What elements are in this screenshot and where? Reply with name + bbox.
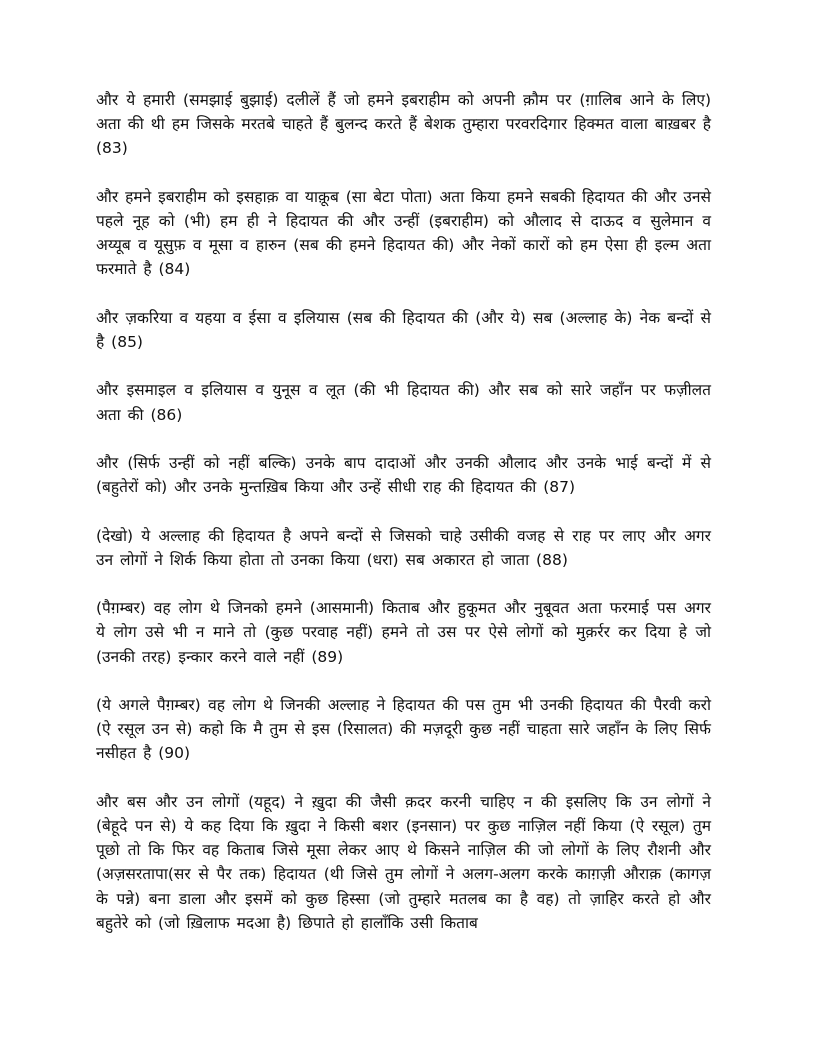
verse-83-paragraph: और ये हमारी (समझाई बुझाई) दलीलें हैं जो हमने इबराहीम को अपनी क़ौम पर (ग़ालिब आने के लिए) अता की थी हम जिसके मरतबे चाहते हैं बुलन्द करते हैं बेशक तुम्हारा परवरदिगार हिक्मत वाला बाख़बर है (83): [96, 91, 711, 158]
verse-90-paragraph: (ये अगले पैग़म्बर) वह लोग थे जिनकी अल्लाह ने हिदायत की पस तुम भी उनकी हिदायत की पैरवी करो (ऐ रसूल उन से) कहो कि मै तुम से इस (रिसालत) की मज़दूरी कुछ नहीं चाहता सारे जहाँन के लिए सिर्फ नसीहत है (90): [96, 695, 711, 763]
verse-91-paragraph: और बस और उन लोगों (यहूद) ने ख़ुदा की जैसी क़दर करनी चाहिए न की इसलिए कि उन लोगों ने (बेहूदे पन से) ये कह दिया कि ख़ुदा ने किसी बशर (इनसान) पर कुछ नाज़िल नहीं किया (ऐ रसूल) तुम पूछो तो कि फिर वह किताब जिसे मूसा लेकर आए थे किसने नाज़िल की जो लोगों के लिए रौशनी और (अज़सरतापा(सर से पैर तक) हिदायत (थी जिसे तुम लोगों ने अलग-अलग करके काग़ज़ी औराक़ (कागज़ के पन्ने) बना डाला और इसमें को कुछ हिस्सा (जो तुम्हारे मतलब का है वह) तो ज़ाहिर करते हो और बहुतेरे को (जो ख़िलाफ मदआ है) छिपाते हो हालाँकि उसी किताब: [96, 792, 711, 932]
verse-87-paragraph: और (सिर्फ उन्हीं को नहीं बल्कि) उनके बाप दादाओं और उनकी औलाद और उनके भाई बन्दों में से (बहुतेरों को) और उनके मुन्तख़िब किया और उन्हें सीधी राह की हिदायत की (87): [96, 453, 711, 497]
verse-84-paragraph: और हमने इबराहीम को इसहाक़ वा याक़ूब (सा बेटा पोता) अता किया हमने सबकी हिदायत की और उनसे पहले नूह को (भी) हम ही ने हिदायत की और उन्हीं (इबराहीम) को औलाद से दाऊद व सुलेमान व अय्यूब व यूसुफ़ व मूसा व हारुन (सब की हमने हिदायत की) और नेकों कारों को हम ऐसा ही इल्म अता फरमाते है (84): [96, 187, 711, 279]
verse-88-paragraph: (देखो) ये अल्लाह की हिदायत है अपने बन्दों से जिसको चाहे उसीकी वजह से राह पर लाए और अगर उन लोगों ने शिर्क किया होता तो उनका किया (धरा) सब अकारत हो जाता (88): [96, 526, 711, 569]
verse-86-paragraph: और इसमाइल व इलियास व युनूस व लूत (की भी हिदायत की) और सब को सारे जहाँन पर फज़ीलत अता की (86): [96, 381, 711, 424]
verse-89-paragraph: (पैग़म्बर) वह लोग थे जिनको हमने (आसमानी) किताब और हुकूमत और नुबूवत अता फरमाई पस अगर ये लोग उसे भी न माने तो (कुछ परवाह नहीं) हमने तो उस पर ऐसे लोगों को मुक़र्रर कर दिया हे जो (उनकी तरह) इन्कार करने वाले नहीं (89): [96, 599, 711, 666]
document-page: [96, 88, 711, 959]
verse-85-paragraph: और ज़करिया व यहया व ईसा व इलियास (सब की हिदायत की (और ये) सब (अल्लाह के) नेक बन्दों से है (85): [96, 308, 711, 351]
